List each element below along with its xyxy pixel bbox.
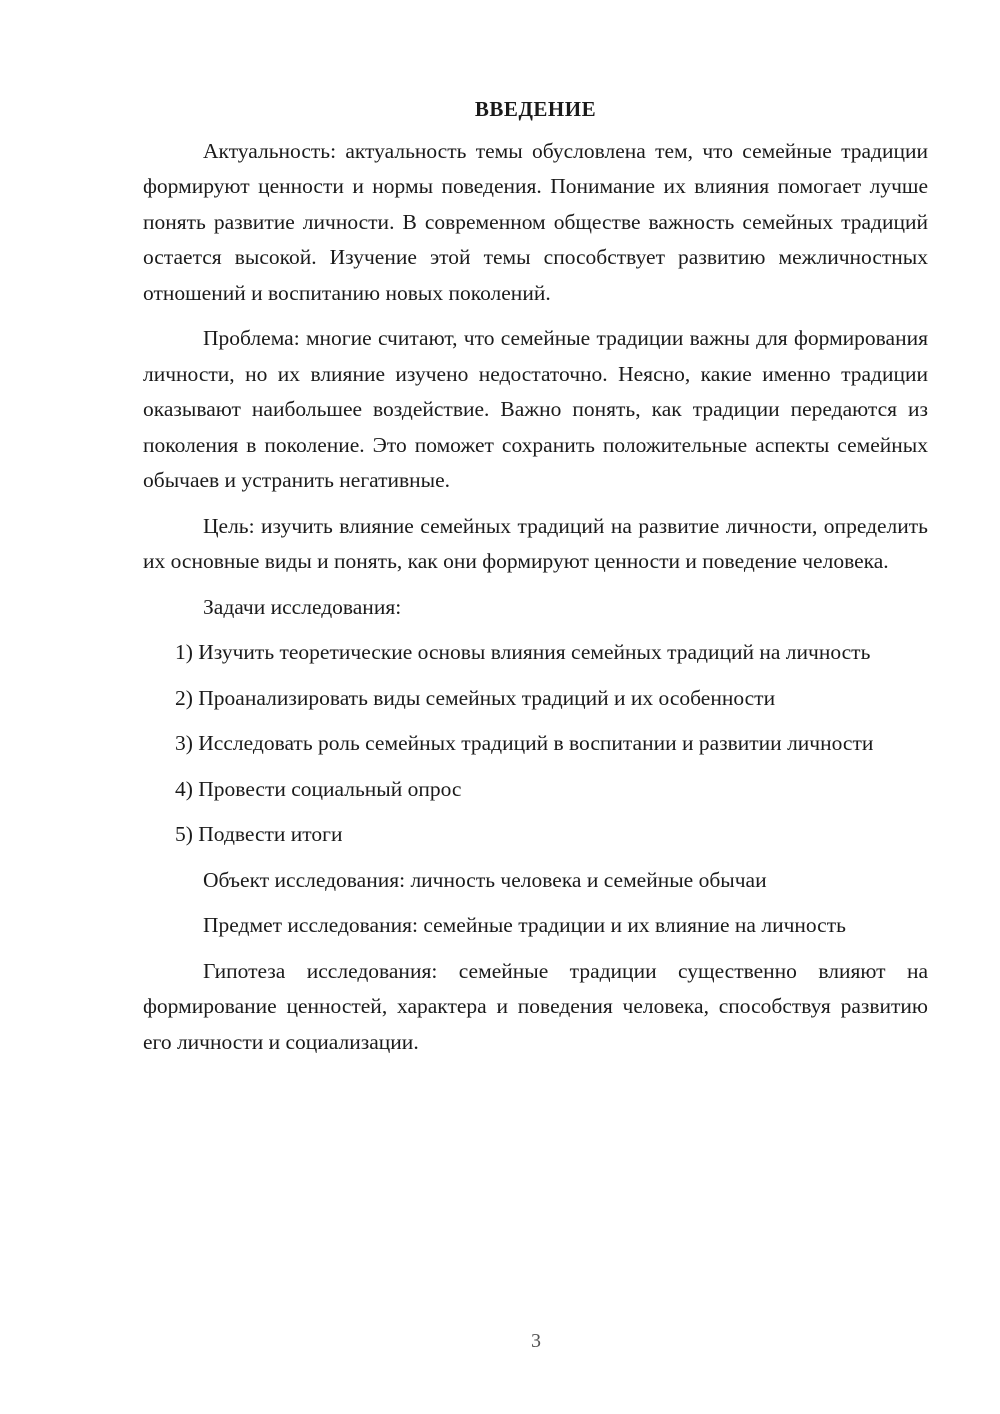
paragraph-subject: Предмет исследования: семейные традиции и их влияние на личность [203,913,846,937]
list-item: 4) Провести социальный опрос [175,776,462,801]
page-title: ВВЕДЕНИЕ [474,97,597,121]
paragraph-object: Объект исследования: личность человека и семейные обычаи [203,867,767,892]
list-item: 1) Изучить теоретические основы влияния семейных традиций на личность [175,640,871,664]
paragraph-goal: Цель: изучить влияние семейных традиций на развитие личности, определить их основные виды и понять, как они формируют ценности и поведение человека. [143,513,928,573]
paragraph-hypothesis: Гипотеза исследования: семейные традиции существенно влияют на формирование ценностей, характера и поведения человека, способствуя развитию его личности и социализации. [143,958,928,1054]
document-page [143,92,928,1070]
page-number: 3 [531,1330,541,1352]
tasks-heading: Задачи исследования: [203,594,402,619]
list-item: 2) Проанализировать виды семейных традиций и их особенности [175,685,776,710]
paragraph-problem: Проблема: многие считают, что семейные традиции важны для формирования личности, но их влияние изучено недостаточно. Неясно, какие именно традиции оказывают наибольшее воздействие. Важно понять, как традиции передаются из поколения в поколение. Это поможет сохранить положительные аспекты семейных обычаев и устранить негативные. [143,326,928,492]
tasks-list [143,635,928,853]
list-item: 3) Исследовать роль семейных традиций в воспитании и развитии личности [175,731,874,755]
paragraph-actuality: Актуальность: актуальность темы обусловлена тем, что семейные традиции формируют ценности и нормы поведения. Понимание их влияния помогает лучше понять развитие личности. В современном обществе важность семейных традиций остается высокой. Изучение этой темы способствует развитию межличностных отношений и воспитанию новых поколений. [143,138,928,305]
list-item: 5) Подвести итоги [175,822,343,846]
